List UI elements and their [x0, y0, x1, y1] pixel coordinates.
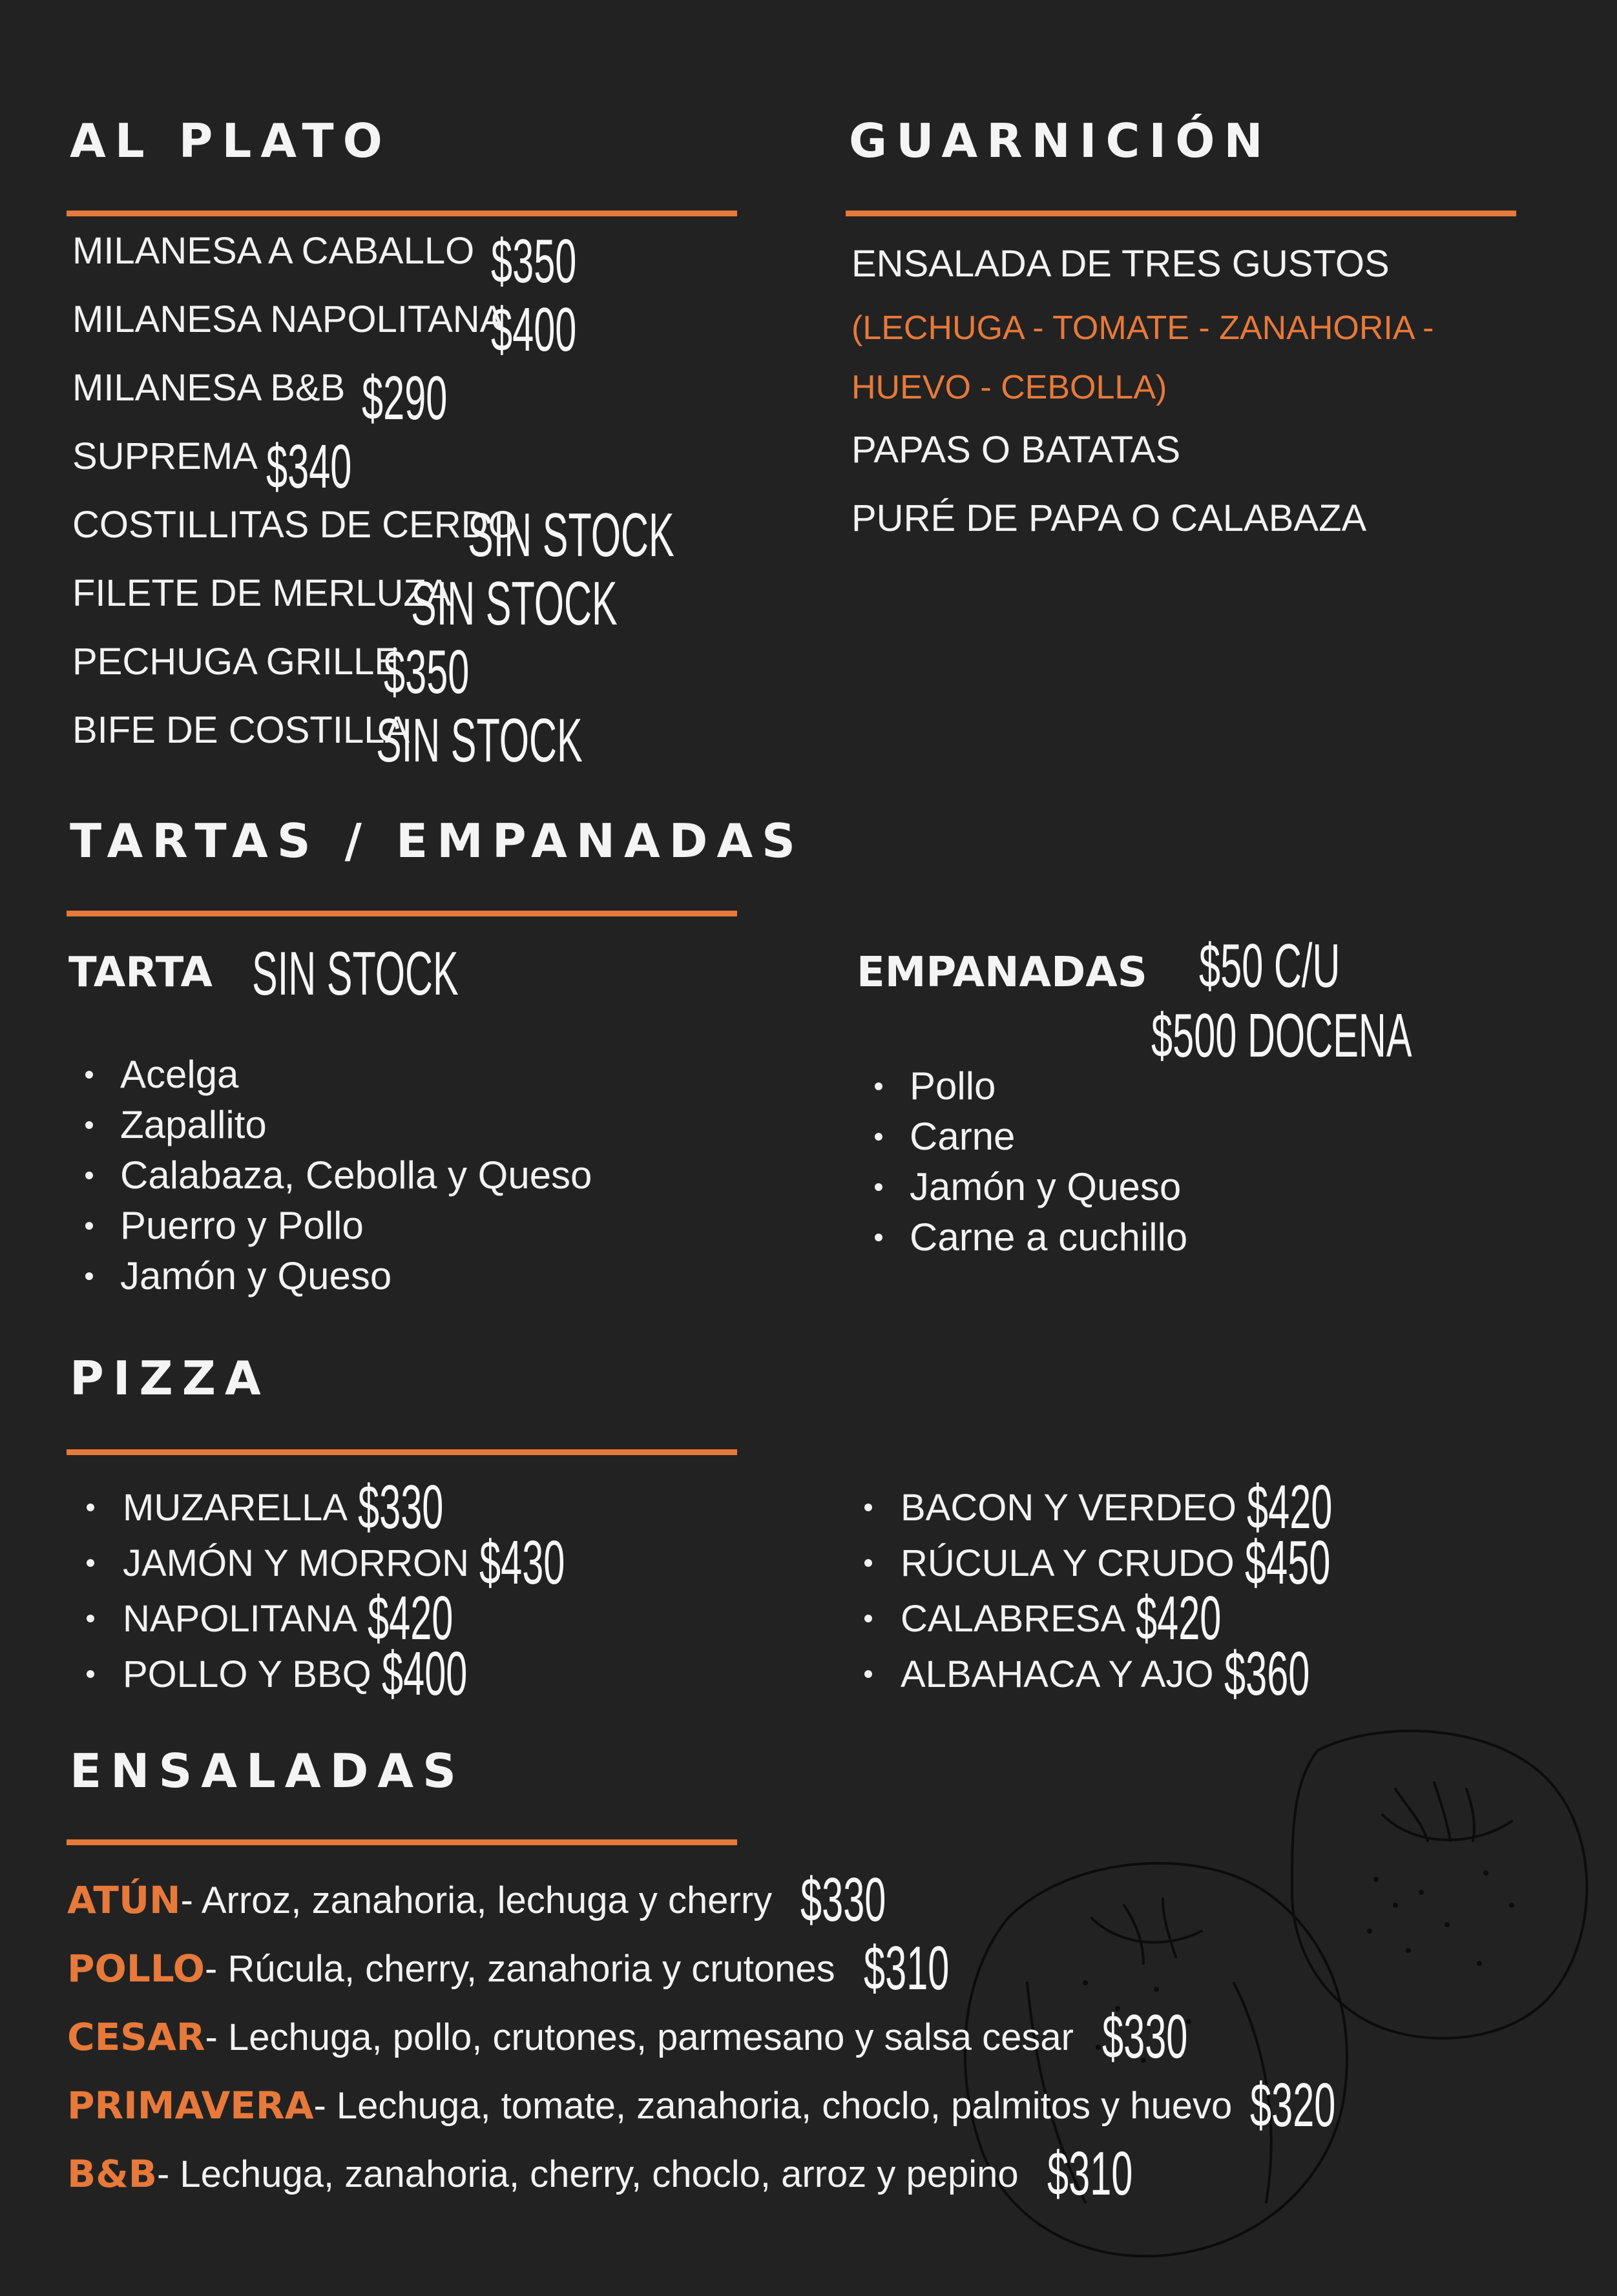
pizza-price: $430 [479, 1528, 565, 1597]
list-item: Calabaza, Cebolla y Queso [72, 1150, 592, 1201]
salad-price: $310 [1047, 2139, 1133, 2208]
salad-price: $320 [1250, 2071, 1336, 2140]
section-divider [67, 1449, 737, 1455]
al-plato-item [72, 230, 475, 272]
pizza-name: ALBAHACA Y AJO [901, 1653, 1214, 1695]
al-plato-item [72, 709, 410, 751]
list-item: Pollo [862, 1061, 1187, 1112]
tomato-illustration [930, 1712, 1615, 2293]
tarta-price: SIN STOCK [252, 939, 459, 1008]
item-price: $290 [362, 364, 448, 433]
salad-price: $330 [1101, 2002, 1188, 2071]
item-name: MILANESA A CABALLO [72, 230, 475, 272]
pizza-item [850, 1639, 1362, 1708]
salad-description: - Lechuga, tomate, zanahoria, choclo, palmitos y huevo [313, 2084, 1233, 2127]
pizza-item [72, 1639, 519, 1708]
salad-name: CESAR [67, 2015, 205, 2059]
item-name: MILANESA NAPOLITANA [72, 298, 505, 340]
section-title-ensaladas: ENSALADAS [70, 1744, 465, 1798]
list-item: Jamón y Queso [72, 1251, 592, 1301]
item-name: BIFE DE COSTILLA [72, 709, 410, 751]
list-item: Carne [862, 1112, 1187, 1162]
pizza-name: JAMÓN Y MORRON [123, 1542, 470, 1584]
al-plato-item [72, 369, 345, 407]
pizza-item [72, 1473, 496, 1542]
section-title-pizza: PIZZA [70, 1351, 270, 1405]
salad-price: $330 [800, 1865, 886, 1934]
item-name: SUPREMA [72, 435, 258, 477]
salad-name: POLLO [67, 1947, 205, 1991]
salad-description: - Lechuga, zanahoria, cherry, choclo, arroz y pepino [157, 2153, 1019, 2195]
section-divider [67, 211, 737, 216]
item-price: SIN STOCK [376, 706, 583, 775]
list-item: Zapallito [72, 1100, 592, 1150]
pizza-item [72, 1528, 618, 1597]
salad-item [67, 2139, 1185, 2208]
guarnicion-line: PURÉ DE PAPA O CALABAZA [851, 497, 1367, 539]
pizza-name: RÚCULA Y CRUDO [901, 1542, 1235, 1584]
al-plato-item [72, 572, 452, 614]
guarnicion-note: (LECHUGA - TOMATE - ZANAHORIA - [851, 309, 1434, 347]
pizza-price: $400 [381, 1639, 468, 1708]
al-plato-item [72, 643, 399, 681]
pizza-name: BACON Y VERDEO [901, 1486, 1237, 1529]
pizza-name: MUZARELLA [123, 1486, 348, 1529]
pizza-price: $450 [1244, 1528, 1331, 1597]
pizza-item [850, 1584, 1274, 1653]
pizza-name: NAPOLITANA [123, 1597, 358, 1640]
pizza-item [850, 1528, 1382, 1597]
section-divider [67, 911, 737, 916]
item-price: SIN STOCK [468, 501, 674, 570]
empanadas-label: EMPANADAS [857, 949, 1147, 997]
pizza-price: $420 [1136, 1584, 1222, 1653]
item-name: PECHUGA GRILLE [72, 641, 400, 683]
empanadas-price-unit: $50 C/U [1199, 931, 1341, 1000]
salad-item [67, 1865, 939, 1934]
list-item: Puerro y Pollo [72, 1201, 592, 1251]
pizza-price: $360 [1224, 1639, 1310, 1708]
guarnicion-note: HUEVO - CEBOLLA) [851, 369, 1167, 406]
pizza-price: $330 [358, 1473, 444, 1542]
guarnicion-line: PAPAS O BATATAS [851, 429, 1181, 471]
salad-name: B&B [67, 2152, 157, 2196]
salad-item [67, 2071, 1388, 2140]
item-name: MILANESA B&B [72, 367, 346, 409]
item-name: FILETE DE MERLUZA [72, 572, 452, 614]
item-price: $350 [384, 637, 470, 707]
salad-description: - Arroz, zanahoria, lechuga y cherry [180, 1879, 773, 1921]
item-price: $400 [491, 295, 577, 364]
al-plato-item [72, 506, 517, 544]
al-plato-item [72, 435, 258, 477]
item-price: $340 [266, 432, 352, 501]
list-item: Acelga [72, 1050, 592, 1100]
salad-description: - Rúcula, cherry, zanahoria y crutones [204, 1947, 835, 1990]
guarnicion-line: ENSALADA DE TRES GUSTOS [851, 243, 1390, 285]
section-title-al-plato: AL PLATO [70, 114, 391, 168]
empanadas-price-dozen: $500 DOCENA [1151, 1001, 1412, 1070]
pizza-name: CALABRESA [901, 1597, 1126, 1640]
salad-description: - Lechuga, pollo, crutones, parmesano y salsa cesar [205, 2016, 1074, 2058]
empanadas-list [862, 1061, 1187, 1263]
pizza-price: $420 [1247, 1473, 1333, 1542]
section-divider [846, 211, 1516, 216]
item-name: COSTILLITAS DE CERDO [72, 504, 517, 546]
salad-item [67, 2002, 1240, 2071]
pizza-price: $420 [368, 1584, 454, 1653]
salad-name: PRIMAVERA [67, 2084, 314, 2127]
salad-item [67, 1934, 1001, 2003]
section-title-tartas-empanadas: TARTAS / EMPANADAS [70, 814, 805, 868]
item-price: $350 [491, 227, 577, 296]
list-item: Carne a cuchillo [862, 1212, 1187, 1263]
salad-name: ATÚN [67, 1878, 181, 1922]
al-plato-item [72, 298, 505, 340]
list-item: Jamón y Queso [862, 1162, 1187, 1212]
tarta-list [72, 1050, 592, 1301]
section-title-guarnicion: GUARNICIÓN [849, 114, 1272, 168]
tarta-label: TARTA [68, 949, 213, 997]
pizza-name: POLLO Y BBQ [123, 1653, 371, 1695]
section-divider [67, 1839, 737, 1845]
salad-price: $310 [863, 1934, 950, 2003]
item-price: SIN STOCK [411, 569, 618, 638]
